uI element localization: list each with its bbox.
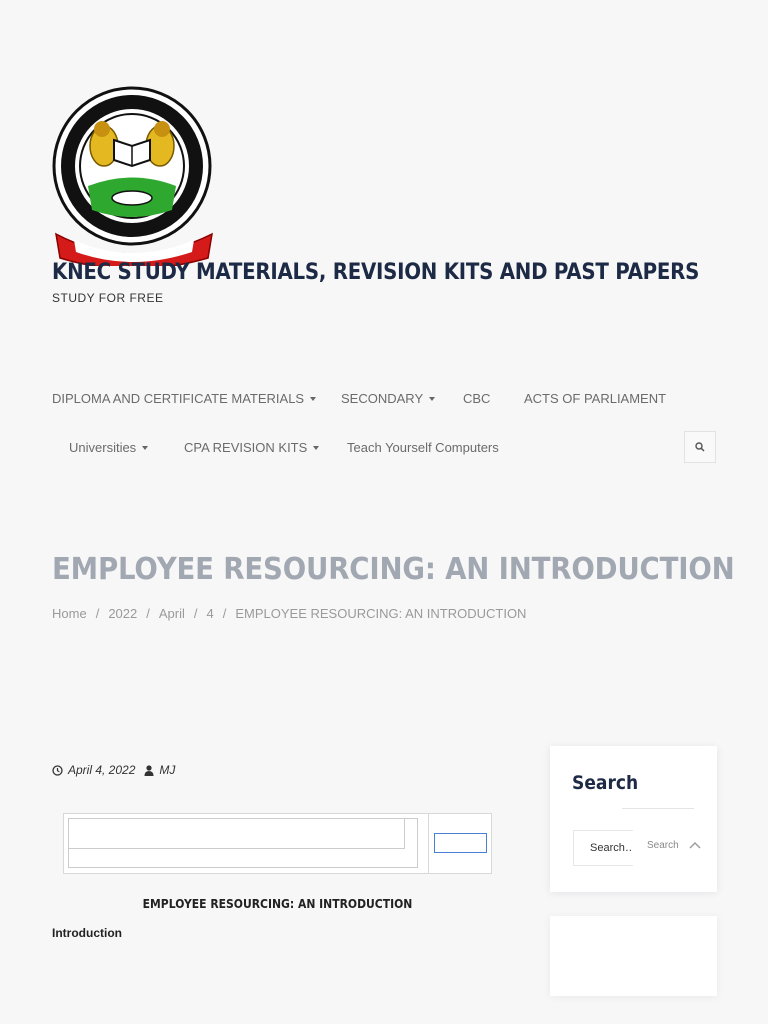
search-button[interactable]: Search xyxy=(647,840,679,851)
breadcrumb-day[interactable]: 4 xyxy=(206,606,214,621)
search-icon xyxy=(695,442,705,452)
nav-item-acts[interactable]: ACTS OF PARLIAMENT xyxy=(524,391,667,406)
site-title[interactable]: KNEC STUDY MATERIALS, REVISION KITS AND PAST PAPERS xyxy=(52,260,700,285)
site-logo[interactable] xyxy=(52,74,216,266)
breadcrumb-home[interactable]: Home xyxy=(52,606,87,621)
post-subheading: Introduction xyxy=(52,926,122,940)
post-heading: EMPLOYEE RESOURCING: AN INTRODUCTION xyxy=(142,897,413,911)
caret-down-icon xyxy=(310,397,316,401)
breadcrumb: Home / 2022 / April / 4 / EMPLOYEE RESOURCING: AN INTRODUCTION xyxy=(52,606,527,621)
nav-item-cpa[interactable]: CPA REVISION KITS xyxy=(184,440,319,455)
chevron-up-icon[interactable] xyxy=(689,841,701,849)
page-title: EMPLOYEE RESOURCING: AN INTRODUCTION xyxy=(52,552,735,587)
caret-down-icon xyxy=(142,446,148,450)
search-input[interactable] xyxy=(573,830,633,866)
post-meta xyxy=(52,763,175,777)
caret-down-icon xyxy=(313,446,319,450)
caret-down-icon xyxy=(429,397,435,401)
ad-frame[interactable] xyxy=(63,813,492,874)
nav-item-cbc[interactable]: CBC xyxy=(463,391,491,406)
clock-icon xyxy=(52,765,63,776)
nav-item-universities[interactable]: Universities xyxy=(69,440,148,455)
breadcrumb-current: EMPLOYEE RESOURCING: AN INTRODUCTION xyxy=(235,606,527,621)
site-tagline: STUDY FOR FREE xyxy=(52,291,164,305)
sidebar-widget xyxy=(550,916,717,996)
ad-content-box xyxy=(68,818,418,868)
breadcrumb-month[interactable]: April xyxy=(158,606,185,621)
nav-item-secondary[interactable]: SECONDARY xyxy=(341,391,435,406)
post-author[interactable]: MJ xyxy=(159,763,176,777)
post-date[interactable]: April 4, 2022 xyxy=(68,763,136,777)
ad-inner-box xyxy=(69,819,405,849)
ad-divider xyxy=(428,814,429,873)
nav-item-teach-yourself[interactable]: Teach Yourself Computers xyxy=(347,440,499,455)
search-widget xyxy=(550,746,717,892)
widget-divider xyxy=(622,808,694,809)
user-icon xyxy=(144,765,154,776)
breadcrumb-year[interactable]: 2022 xyxy=(108,606,138,621)
nav-search-button[interactable] xyxy=(684,431,716,463)
ad-button[interactable] xyxy=(434,833,487,853)
search-widget-title: Search xyxy=(572,772,639,794)
nav-item-diploma[interactable]: DIPLOMA AND CERTIFICATE MATERIALS xyxy=(52,391,316,406)
